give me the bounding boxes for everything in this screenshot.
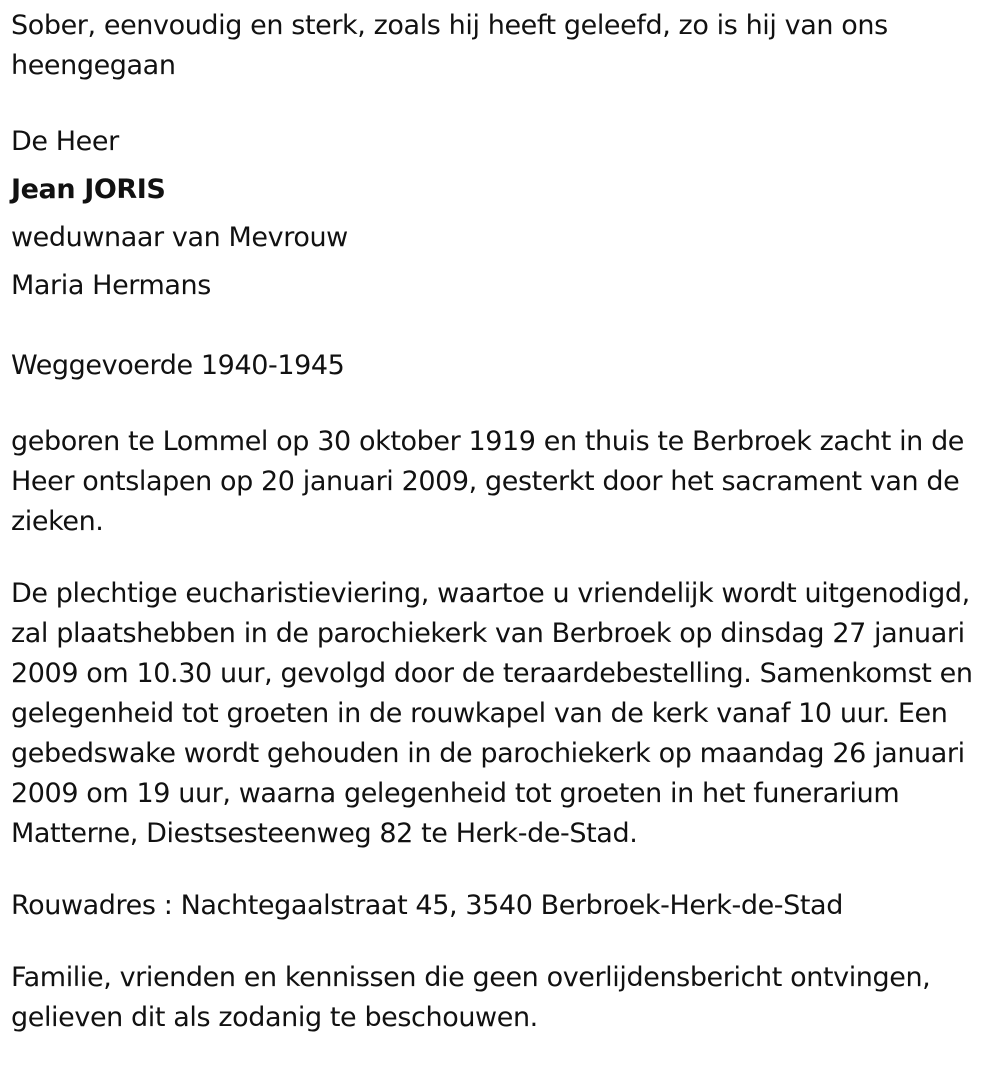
spacer: [11, 390, 996, 422]
spacer: [11, 86, 996, 118]
closing-paragraph: Familie, vrienden en kennissen die geen overlijdensbericht ontvingen, gelieven dit als zodanig te beschouwen.: [11, 962, 931, 1033]
birth-death-paragraph: geboren te Lommel op 30 oktober 1919 en thuis te Berbroek zacht in de Heer ontslapen op 20 januari 2009, gesterkt door het sacrament van de zieken.: [11, 426, 965, 537]
ceremony-paragraph: De plechtige eucharistieviering, waartoe u vriendelijk wordt uitgenodigd, zal plaatshebben in de parochiekerk van Berbroek op dinsdag 27 januari 2009 om 10.30 uur, gevolgd door de teraardebestelling. Samenkomst en gelegenheid tot groeten in de rouwkapel van de kerk vanaf 10 uur. Een gebedswake wordt gehouden in de parochiekerk op maandag 26 januari 2009 om 19 uur, waarna gelegenheid tot groeten in het funerarium Matterne, Diestsesteenweg 82 te Herk-de-Stad.: [11, 578, 973, 849]
status-line: Weggevoerde 1940-1945: [11, 350, 345, 381]
spacer: [11, 854, 996, 886]
spacer: [11, 926, 996, 958]
death-notice: [11, 6, 996, 1038]
deceased-name: Jean JORIS: [11, 174, 166, 205]
mourning-address: Rouwadres : Nachtegaalstraat 45, 3540 Berbroek-Herk-de-Stad: [11, 890, 843, 921]
spacer: [11, 310, 996, 342]
widower-line: weduwnaar van Mevrouw: [11, 222, 348, 253]
intro-text: Sober, eenvoudig en sterk, zoals hij heeft geleefd, zo is hij van ons heengegaan: [11, 10, 888, 81]
honorific: De Heer: [11, 126, 119, 157]
spouse-name: Maria Hermans: [11, 270, 211, 301]
spacer: [11, 542, 996, 574]
